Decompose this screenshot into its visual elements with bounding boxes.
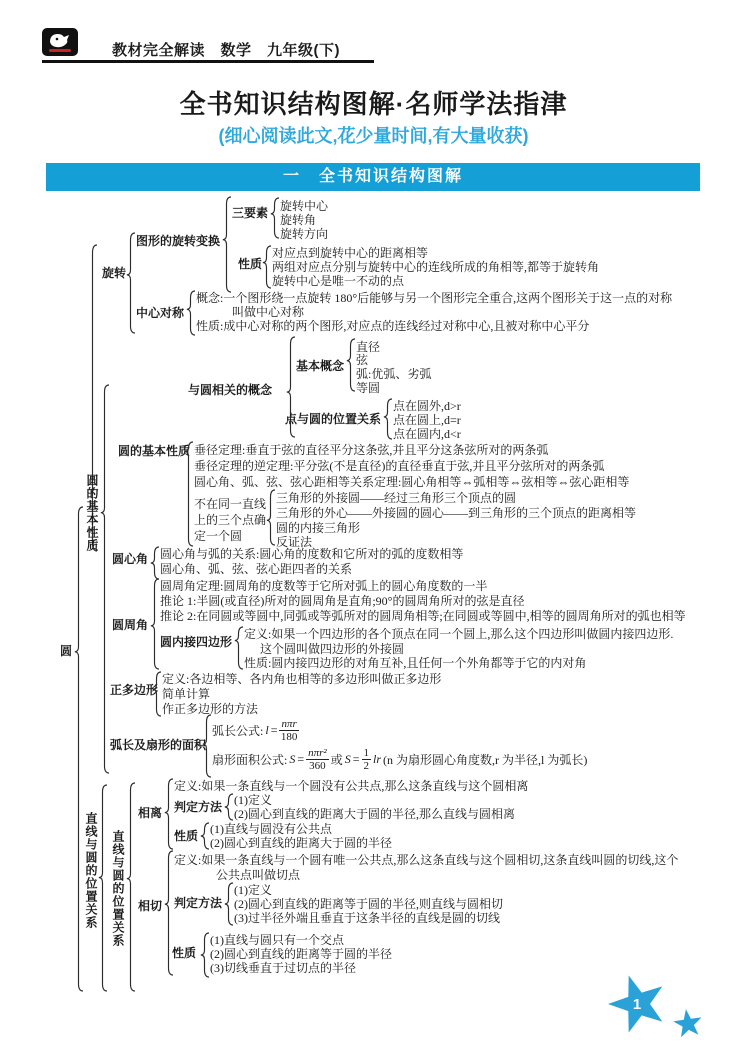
brace <box>164 778 174 855</box>
brace <box>150 578 160 675</box>
brace <box>126 232 136 339</box>
arc-length-formula: 弧长公式: l = $\frac{\text{nπr}}{180}$ <box>212 718 298 743</box>
brace <box>74 506 84 997</box>
leaf: 圆心角、弧、弦、弦心距相等关系定理:圆心角相等⇔弧相等⇔弦相等⇔弦心距相等 <box>194 475 630 489</box>
leaf: 旋转角 <box>280 213 317 227</box>
leaf: 这个圆叫做四边形的外接圆 <box>260 642 405 656</box>
brace <box>202 714 212 783</box>
node-tangent: 相切 <box>138 899 163 913</box>
leaf: (3)过半径外端且垂直于这条半径的直线是圆的切线 <box>234 911 500 925</box>
brace <box>266 489 276 551</box>
leaf: 对应点到旋转中心的距离相等 <box>272 246 429 260</box>
page-number: 1 <box>632 996 642 1013</box>
brace <box>164 850 174 981</box>
leaf: 叫做中心对称 <box>232 305 305 319</box>
brace <box>186 290 196 341</box>
leaf: 定义:如果一个四边形的各个顶点在同一个圆上,那么这个四边形叫做圆内接四边形. <box>244 627 674 641</box>
header-book-title: 教材完全解读 数学 九年级(下) <box>112 42 340 59</box>
node-point-circle-position: 点与圆的位置关系 <box>285 412 382 426</box>
leaf: 两组对应点分别与旋转中心的连线所成的角相等,都等于旋转角 <box>272 260 600 274</box>
brace <box>270 197 280 244</box>
leaf: (2)圆心到直线的距离等于圆的半径,则直线与圆相切 <box>234 897 503 911</box>
node-tangent-props: 性质 <box>172 946 197 960</box>
node-three-elements: 三要素 <box>232 206 269 220</box>
leaf: 旋转方向 <box>280 227 329 241</box>
node-transform-props: 性质 <box>238 257 263 271</box>
leaf: 反证法 <box>276 535 313 549</box>
leaf: 点在圆内,d<r <box>393 427 461 441</box>
node-line-circle: 直线与圆的位置关系 <box>111 830 125 947</box>
leaf: 推论 1:半圆(或直径)所对的圆周角是直角;90°的圆周角所对的弦是直径 <box>160 594 525 608</box>
node-cyclic-quadrilateral: 圆内接四边形 <box>160 635 233 649</box>
chapter-line-circle: 直线与圆的位置关系 <box>84 812 98 929</box>
node-three-points-l2: 上的三个点确 <box>194 513 267 527</box>
leaf: 性质:成中心对称的两个图形,对应点的连线经过对称中心,且被对称中心平分 <box>196 319 590 333</box>
leaf: 概念:一个图形绕一点旋转 180°后能够与另一个图形完全重合,这两个图形关于这一点的对称 <box>196 291 673 305</box>
sector-area-formula: 扇形面积公式: S = $\frac{\text{nπr²}}{360}$ 或 S = $\frac{1}{2}$ lr (n 为扇形圆心角度数,r 为半径,l 为弧长) <box>212 747 588 772</box>
leaf: 三角形的外心——外接圆的圆心——到三角形的三个顶点的距离相等 <box>276 506 637 520</box>
brace <box>200 932 210 983</box>
node-apart: 相离 <box>138 806 163 820</box>
brace <box>222 196 232 298</box>
node-apart-props: 性质 <box>174 829 199 843</box>
publisher-bear-logo-icon <box>42 28 78 56</box>
page-title: 全书知识结构图解·名师学法指津 <box>179 89 568 119</box>
brace <box>98 784 108 997</box>
leaf: (1)定义 <box>234 793 272 807</box>
page-number-star-icon <box>598 972 728 1054</box>
node-arc-sector: 弧长及扇形的面积 <box>110 738 207 752</box>
node-inscribed-angle: 圆周角 <box>112 618 149 632</box>
leaf: 直径 <box>356 340 381 354</box>
brace <box>383 398 393 445</box>
node-central-symmetry: 中心对称 <box>136 306 185 320</box>
leaf: (1)直线与圆只有一个交点 <box>210 933 344 947</box>
leaf: (1)直线与圆没有公共点 <box>210 822 332 836</box>
header-rule <box>42 60 374 63</box>
node-circle-concepts: 与圆相关的概念 <box>188 383 273 397</box>
leaf: (2)圆心到直线的距离大于圆的半径 <box>210 836 392 850</box>
leaf: (2)圆心到直线的距离大于圆的半径,那么直线与圆相离 <box>234 807 515 821</box>
leaf: 圆心角、弧、弦、弦心距四者的关系 <box>160 562 353 576</box>
leaf: 作正多边形的方法 <box>162 702 259 716</box>
leaf: 推论 2:在同圆或等圆中,同弧或等弧所对的圆周角相等;在同圆或等圆中,相等的圆周角所对的弧也相等 <box>160 609 686 623</box>
leaf: 定义:如果一条直线与一个圆没有公共点,那么这条直线与这个圆相离 <box>174 779 529 793</box>
leaf: (1)定义 <box>234 883 272 897</box>
brace <box>286 336 296 443</box>
node-rotation-transform: 图形的旋转变换 <box>136 234 221 248</box>
leaf: 点在圆外,d>r <box>393 399 461 413</box>
node-tangent-judge: 判定方法 <box>174 896 223 910</box>
leaf: 等圆 <box>356 381 381 395</box>
leaf: (3)切线垂直于过切点的半径 <box>210 961 356 975</box>
leaf: (2)圆心到直线的距离等于圆的半径 <box>210 947 392 961</box>
brace <box>262 245 272 294</box>
node-three-points-l1: 不在同一直线 <box>194 497 267 511</box>
brace <box>126 782 136 997</box>
node-apart-judge: 判定方法 <box>174 800 223 814</box>
brace <box>224 882 234 931</box>
leaf: 垂径定理:垂直于弦的直径平分这条弦,并且平分这条弦所对的两条弧 <box>194 443 549 457</box>
leaf: 性质:圆内接四边形的对角互补,且任何一个外角都等于它的内对角 <box>244 656 587 670</box>
leaf: 弧:优弧、劣弧 <box>356 367 432 381</box>
brace <box>346 338 356 397</box>
node-basic-concepts: 基本概念 <box>296 359 345 373</box>
node-regular-polygon: 正多边形 <box>110 683 159 697</box>
leaf: 垂径定理的逆定理:平分弦(不是直径)的直径垂直于弦,并且平分弦所对的两条弧 <box>194 459 605 473</box>
leaf: 圆周角定理:圆周角的度数等于它所对弧上的圆心角度数的一半 <box>160 579 488 593</box>
chapter-circle-basics: 圆的基本性质 <box>85 474 99 552</box>
node-central-angle: 圆心角 <box>112 552 149 566</box>
node-rotation: 旋转 <box>102 266 127 280</box>
leaf: 公共点叫做切点 <box>216 868 301 882</box>
page-subtitle: (细心阅读此文,花少量时间,有大量收获) <box>218 126 529 146</box>
node-circle-basic-props: 圆的基本性质 <box>118 444 191 458</box>
brace <box>234 626 244 675</box>
leaf: 旋转中心是唯一不动的点 <box>272 274 405 288</box>
node-three-points-l3: 定一个圆 <box>194 529 243 543</box>
leaf: 圆心角与弧的关系:圆心角的度数和它所对的弧的度数相等 <box>160 547 464 561</box>
node-circle: 圆 <box>60 644 73 658</box>
brace <box>100 384 110 779</box>
leaf: 定义:如果一条直线与一个圆有唯一公共点,那么这条直线与这个圆相切,这条直线叫圆的切线,这个 <box>174 853 679 867</box>
leaf: 弦 <box>356 353 369 367</box>
leaf: 三角形的外接圆——经过三角形三个顶点的圆 <box>276 491 517 505</box>
leaf: 点在圆上,d=r <box>393 413 461 427</box>
brace <box>200 822 210 855</box>
brace <box>184 441 194 552</box>
leaf: 简单计算 <box>162 687 211 701</box>
leaf: 圆的内接三角形 <box>276 521 361 535</box>
leaf: 旋转中心 <box>280 199 329 213</box>
brace <box>152 671 162 722</box>
leaf: 定义:各边相等、各内角也相等的多边形叫做正多边形 <box>162 672 442 686</box>
section-banner: 一 全书知识结构图解 <box>46 163 700 191</box>
